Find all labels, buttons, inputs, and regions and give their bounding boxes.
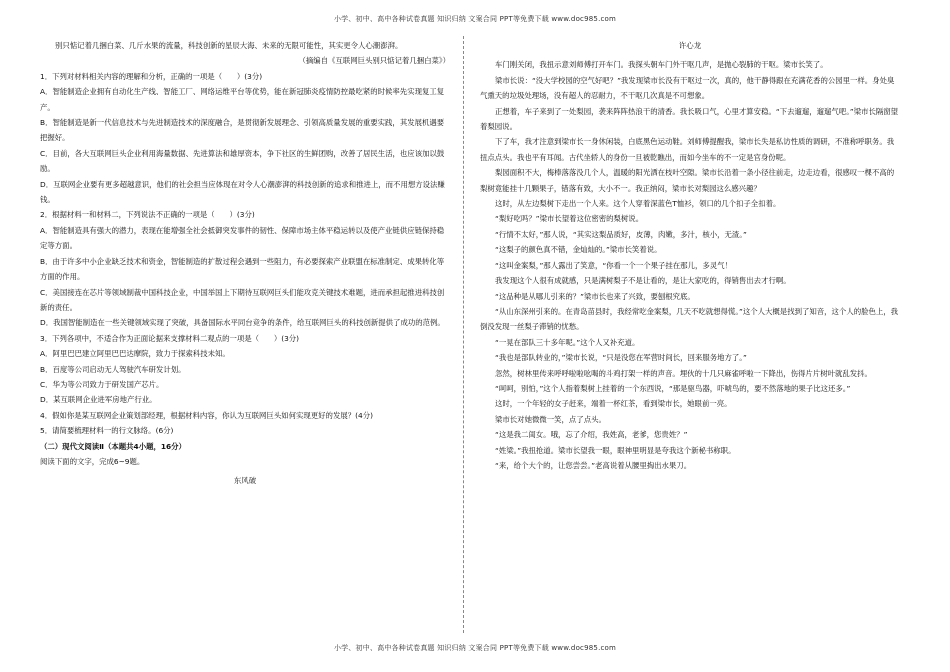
question-1-option-d: D．互联网企业要有更多超越意识，他们的社会担当应体现在对令人心潮澎湃的科技创新的追求和推进上，而不用想方设法赚钱。 (40, 179, 445, 205)
question-1-option-a: A．智能制造企业拥有自动化生产线、智能工厂、网络运维平台等优势，能在新冠肺炎疫情防控最吃紧的时候率先实现复工复产。 (40, 87, 445, 112)
question-2: 2．根据材料一和材料二，下列说法不正确的一项是（ ）(3分) (40, 210, 255, 220)
header-banner: 小学、初中、高中各种试卷真题 知识归纳 文案合同 PPT等免费下载 www.doc985.com (333, 15, 617, 23)
question-3-option-a: A．阿里巴巴建立阿里巴巴达摩院，致力于探索科技未知。 (40, 349, 230, 359)
story-paragraph: 车门刚关闭，我扭示意刘师傅打开车门。我探头朝车门外干呕几声，是抛心裂肺的干呕。梁市长笑了。 (495, 60, 828, 70)
right-column (480, 38, 900, 473)
question-1: 1．下列对材料相关内容的理解和分析，正确的一项是（ ）(3分) (40, 71, 263, 81)
story-paragraph: 梁市长对她微微一笑，点了点头。 (495, 414, 606, 424)
question-1-option-c: C．目前，各大互联网巨头企业利用海量数据、先进算法和雄厚资本，争下社区的生鲜团购，改善了居民生活，也应该加以鼓励。 (40, 148, 445, 174)
question-3: 3．下列各项中，不适合作为正面论据来支撑材料二观点的一项是（ ）(3分) (40, 333, 300, 343)
story-paragraph: 忽然，树林里传来呼呼啦啦吆喝的斗鸡打架一样的声音。埋伙的十几只麻雀呼啦一下降出，伤得片片树叶就乱发抖。 (495, 368, 872, 378)
section-2-instruction: 阅读下面的文字，完成6~9题。 (40, 456, 145, 466)
story-paragraph: “呵呵，别怕，”这个人指着梨树上挂着的一个东西说，“那是驱鸟器，吓唬鸟的，要不然落地的果子比这还多。” (495, 383, 851, 393)
story-paragraph: “这是我二闺女。哦，忘了介绍，我姓高，老爹，您贵姓？” (495, 430, 688, 440)
question-2-option-b: B．由于许多中小企业缺乏技术和资金，智能制造的扩散过程会遇到一些阻力，有必要探索产业联盟在标准制定、成果转化等方面的作用。 (40, 256, 445, 282)
question-2-option-a: A．智能制造具有强大的潜力，表现在能增强全社会抵御突发事件的韧性、保障市场主体平稳运转以及使产业链供应链保持稳定等方面。 (40, 225, 445, 251)
source-note: （摘编自《互联网巨头别只惦记着几捆白菜》） (298, 56, 450, 66)
question-4: 4．假如你是某互联网企业策划部经理，根据材料内容，你认为互联网巨头如何实现更好的发展？(4分) (40, 410, 373, 420)
story-paragraph: “这梨子的颜色真不错，金灿灿的。”梁市长笑着说。 (495, 245, 662, 255)
question-3-option-c: C．华为等公司致力于研发国产芯片。 (40, 379, 164, 389)
story-paragraph: “从山东深州引来的。在青岛苗县时，我经常吃金案梨，几天不吃就想得慌。”这个人大概是找到了知音，这个人的脸色上，我倒没发现一丝梨子滞销的忧愁。 (480, 306, 899, 332)
story-paragraph: “这品种是从哪儿引来的？”梁市长也来了兴致，要刨根究底。 (495, 291, 695, 301)
footer-banner: 小学、初中、高中各种试卷真题 知识归纳 文案合同 PPT等免费下载 www.doc985.com (333, 644, 617, 652)
story-paragraph: 这时，一个年轻的女子赶来，端着一杯红茶，看到梁市长，她眼前一亮。 (495, 399, 732, 409)
story-paragraph: “一晃在部队三十多年呢。”这个人又补充道。 (495, 337, 640, 347)
question-5: 5．请简要梳理材料一的行文脉络。(6分) (40, 426, 174, 436)
question-1-option-b: B．智能制造是新一代信息技术与先进制造技术的深度融合，是贯彻新发展理念、引领高质量发展的重要实践，其发展机遇要把握好。 (40, 118, 445, 143)
story-paragraph: 下了车，我才注意到梁市长一身休闲装，白底黑色运动鞋。刘师傅提醒我，梁市长失是私访性质的调研，不准称呼职务。我扭点点头。我也平有耳闻。古代坐轿人的身份一旦被乾瞧出，而如今坐车的不一定是官身份呢。 (480, 137, 895, 162)
story-paragraph: 梨园面积不大，梅棒落落没几个人，温暖的阳光洒在枝叶空隙。梁市长沿着一条小径往前走，边走边看，很感叹一棵不高的梨树竟能挂十几颗果子，错落有致，大小不一。我正纳闷，梁市长对梨园这么感兴趣？ (480, 168, 895, 193)
story-paragraph: “梨好吃吗？”梁市长望着这位密密的梨树说。 (495, 214, 644, 224)
section-2-heading: （二）现代文阅读Ⅱ（本题共4小题，16分） (40, 441, 186, 451)
story-paragraph: 梁市长说：“没大学校园的空气好吧？”我发现梁市长没有干呕过一次，真的，他干静得跟在充满花香的公园里一样。身处臭气熏天的垃圾处理场，没有超人的忍耐力，不干呕几次真是不可想象。 (480, 75, 895, 101)
intro-tail: 别只惦记着几捆白菜、几斤水果的流量，科技创新的星辰大海、未来的无限可能性，其实更令人心潮澎湃。 (55, 41, 403, 50)
story-title: 东风破 (233, 476, 257, 486)
question-3-option-b: B．百度等公司启动无人驾驶汽车研发计划。 (40, 364, 186, 374)
story-paragraph: “这叫金案梨，”那人露出了笑意，“你看一个一个果子挂在那儿，多灵气！ (495, 260, 732, 270)
question-2-option-c: C．美国接连在芯片等领域制裁中国科技企业，中国举国上下期待互联网巨头们能攻克关键技术难题，进而承担起推进科技创新的责任。 (40, 287, 445, 312)
story-paragraph: 我发现这个人很有成就感，只是满树梨子不是让看的，是让大家吃的，得销售出去才行啊。 (495, 276, 791, 286)
story-paragraph: “姓梁。”我扭抢道。梁市长望我一眼，眼神里明显是夸我这个新秘书称职。 (495, 445, 736, 455)
story-paragraph: “行情不太好，”那人说，“其实这梨品质好，皮薄，肉嫩，多汁，核小，无渣。” (495, 229, 747, 239)
story-paragraph: “来，给个大个的，让您尝尝。”老高说着从腰里掏出水果刀。 (495, 460, 692, 470)
story-paragraph: 正想着，车子来到了一处梨园，袭来阵阵热浪干的清香。我长吸口气，心里才算安稳。“下去遛遛，遛遛气吧。”梁市长隔窗望着梨园说。 (480, 106, 899, 132)
left-column (40, 38, 450, 489)
story-paragraph: 这时，从左边梨树下走出一个人来。这个人穿着深蓝色T恤衫，领口的几个扣子全扣着。 (495, 199, 781, 209)
author-name: 许心龙 (678, 41, 702, 50)
question-3-option-d: D．某互联网企业进军房地产行业。 (40, 395, 157, 405)
question-2-option-d: D．我国智能制造在一些关键领域实现了突破，具备国际水平同台竞争的条件，给互联网巨头的科技创新提供了成功的范例。 (40, 318, 445, 328)
column-divider (463, 36, 464, 633)
story-paragraph: “我也是部队转业的，”梁市长说，“只是没您在军营时间长，回来服务地方了。” (495, 353, 747, 363)
